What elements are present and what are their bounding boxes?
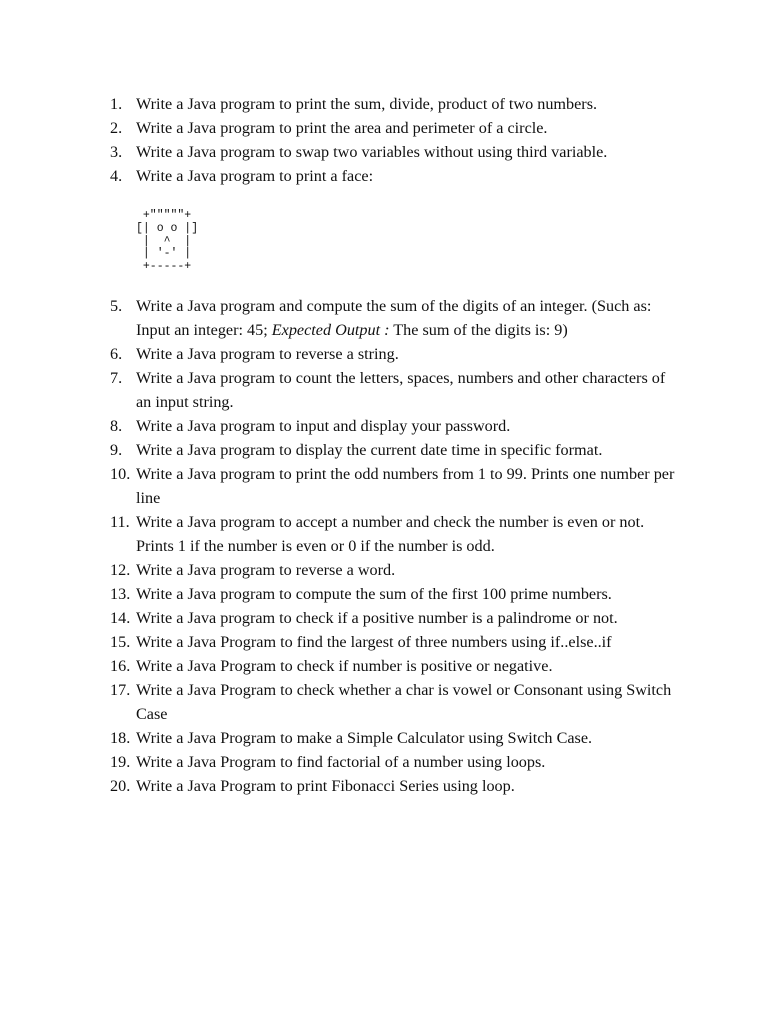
item-number: 15. (110, 632, 131, 651)
item-number: 18. (110, 728, 131, 747)
item-text: Write a Java program to display the current date time in specific format. (136, 440, 603, 459)
item-text-part: Write a Java program and compute the sum of the digits of an integer. (Such as: Input an integer: 45; (136, 296, 652, 339)
list-item-12 (0, 558, 768, 582)
item-text: Write a Java Program to check if number is positive or negative. (136, 656, 553, 675)
item-text: Write a Java program to count the letters, spaces, numbers and other characters of an input string. (136, 368, 666, 411)
item-text: Write a Java Program to make a Simple Calculator using Switch Case. (136, 728, 593, 747)
item-number: 14. (110, 608, 131, 627)
item-number: 4. (110, 167, 123, 185)
list-item-17 (0, 678, 768, 726)
list-item-15 (0, 630, 768, 654)
item-text-part: The sum of the digits is: 9) (389, 320, 568, 339)
list-item-19 (0, 750, 768, 774)
list-item-16 (0, 654, 768, 678)
list-item-3 (0, 140, 768, 164)
item-number: 20. (110, 776, 131, 795)
ascii-face-art: +"""""+ [| o o |] | ^ | | '-' | +-----+ (136, 209, 199, 274)
item-text: Write a Java program to reverse a string. (136, 344, 399, 363)
list-item-13 (0, 582, 768, 606)
item-text: Write a Java program to swap two variables without using third variable. (136, 143, 608, 161)
list-item-11 (0, 510, 768, 558)
item-text: Write a Java program to print the odd numbers from 1 to 99. Prints one number per line (136, 464, 675, 507)
list-item-20 (0, 774, 768, 798)
item-number: 17. (110, 680, 131, 699)
item-text-italic: Expected Output : (271, 320, 390, 339)
item-number: 3. (110, 143, 123, 161)
item-number: 9. (110, 440, 123, 459)
list-item-1 (0, 92, 768, 116)
item-text: Write a Java program to input and display your password. (136, 416, 511, 435)
item-text: Write a Java program to accept a number and check the number is even or not. Prints 1 if the number is even or 0 if the number is odd. (136, 512, 645, 555)
item-text (136, 294, 676, 342)
item-text: Write a Java program to print a face: (136, 167, 374, 185)
item-number: 6. (110, 344, 123, 363)
item-text: Write a Java program to print the sum, divide, product of two numbers. (136, 95, 598, 113)
list-item-8 (0, 414, 768, 438)
item-number: 1. (110, 95, 123, 113)
item-number: 11. (110, 512, 130, 531)
item-number: 16. (110, 656, 131, 675)
item-text: Write a Java Program to print Fibonacci Series using loop. (136, 776, 515, 795)
item-number: 2. (110, 119, 123, 137)
item-text: Write a Java Program to find factorial of a number using loops. (136, 752, 546, 771)
item-number: 10. (110, 464, 131, 483)
item-number: 19. (110, 752, 131, 771)
list-item-9 (0, 438, 768, 462)
list-item-18 (0, 726, 768, 750)
item-number: 7. (110, 368, 123, 387)
item-number: 5. (110, 296, 123, 315)
item-text: Write a Java Program to check whether a char is vowel or Consonant using Switch Case (136, 680, 672, 723)
list-item-10 (0, 462, 768, 510)
item-text: Write a Java program to print the area and perimeter of a circle. (136, 119, 548, 137)
item-text: Write a Java program to reverse a word. (136, 560, 396, 579)
item-number: 13. (110, 584, 131, 603)
list-item-4 (0, 164, 768, 188)
item-text: Write a Java program to check if a positive number is a palindrome or not. (136, 608, 618, 627)
item-number: 8. (110, 416, 123, 435)
list-item-14 (0, 606, 768, 630)
list-item-2 (0, 116, 768, 140)
list-item-6 (0, 342, 768, 366)
item-text: Write a Java Program to find the largest of three numbers using if..else..if (136, 632, 612, 651)
exercise-list (0, 92, 768, 798)
item-number: 12. (110, 560, 131, 579)
item-text: Write a Java program to compute the sum of the first 100 prime numbers. (136, 584, 612, 603)
list-item-7 (0, 366, 768, 414)
list-item-5 (0, 294, 768, 342)
